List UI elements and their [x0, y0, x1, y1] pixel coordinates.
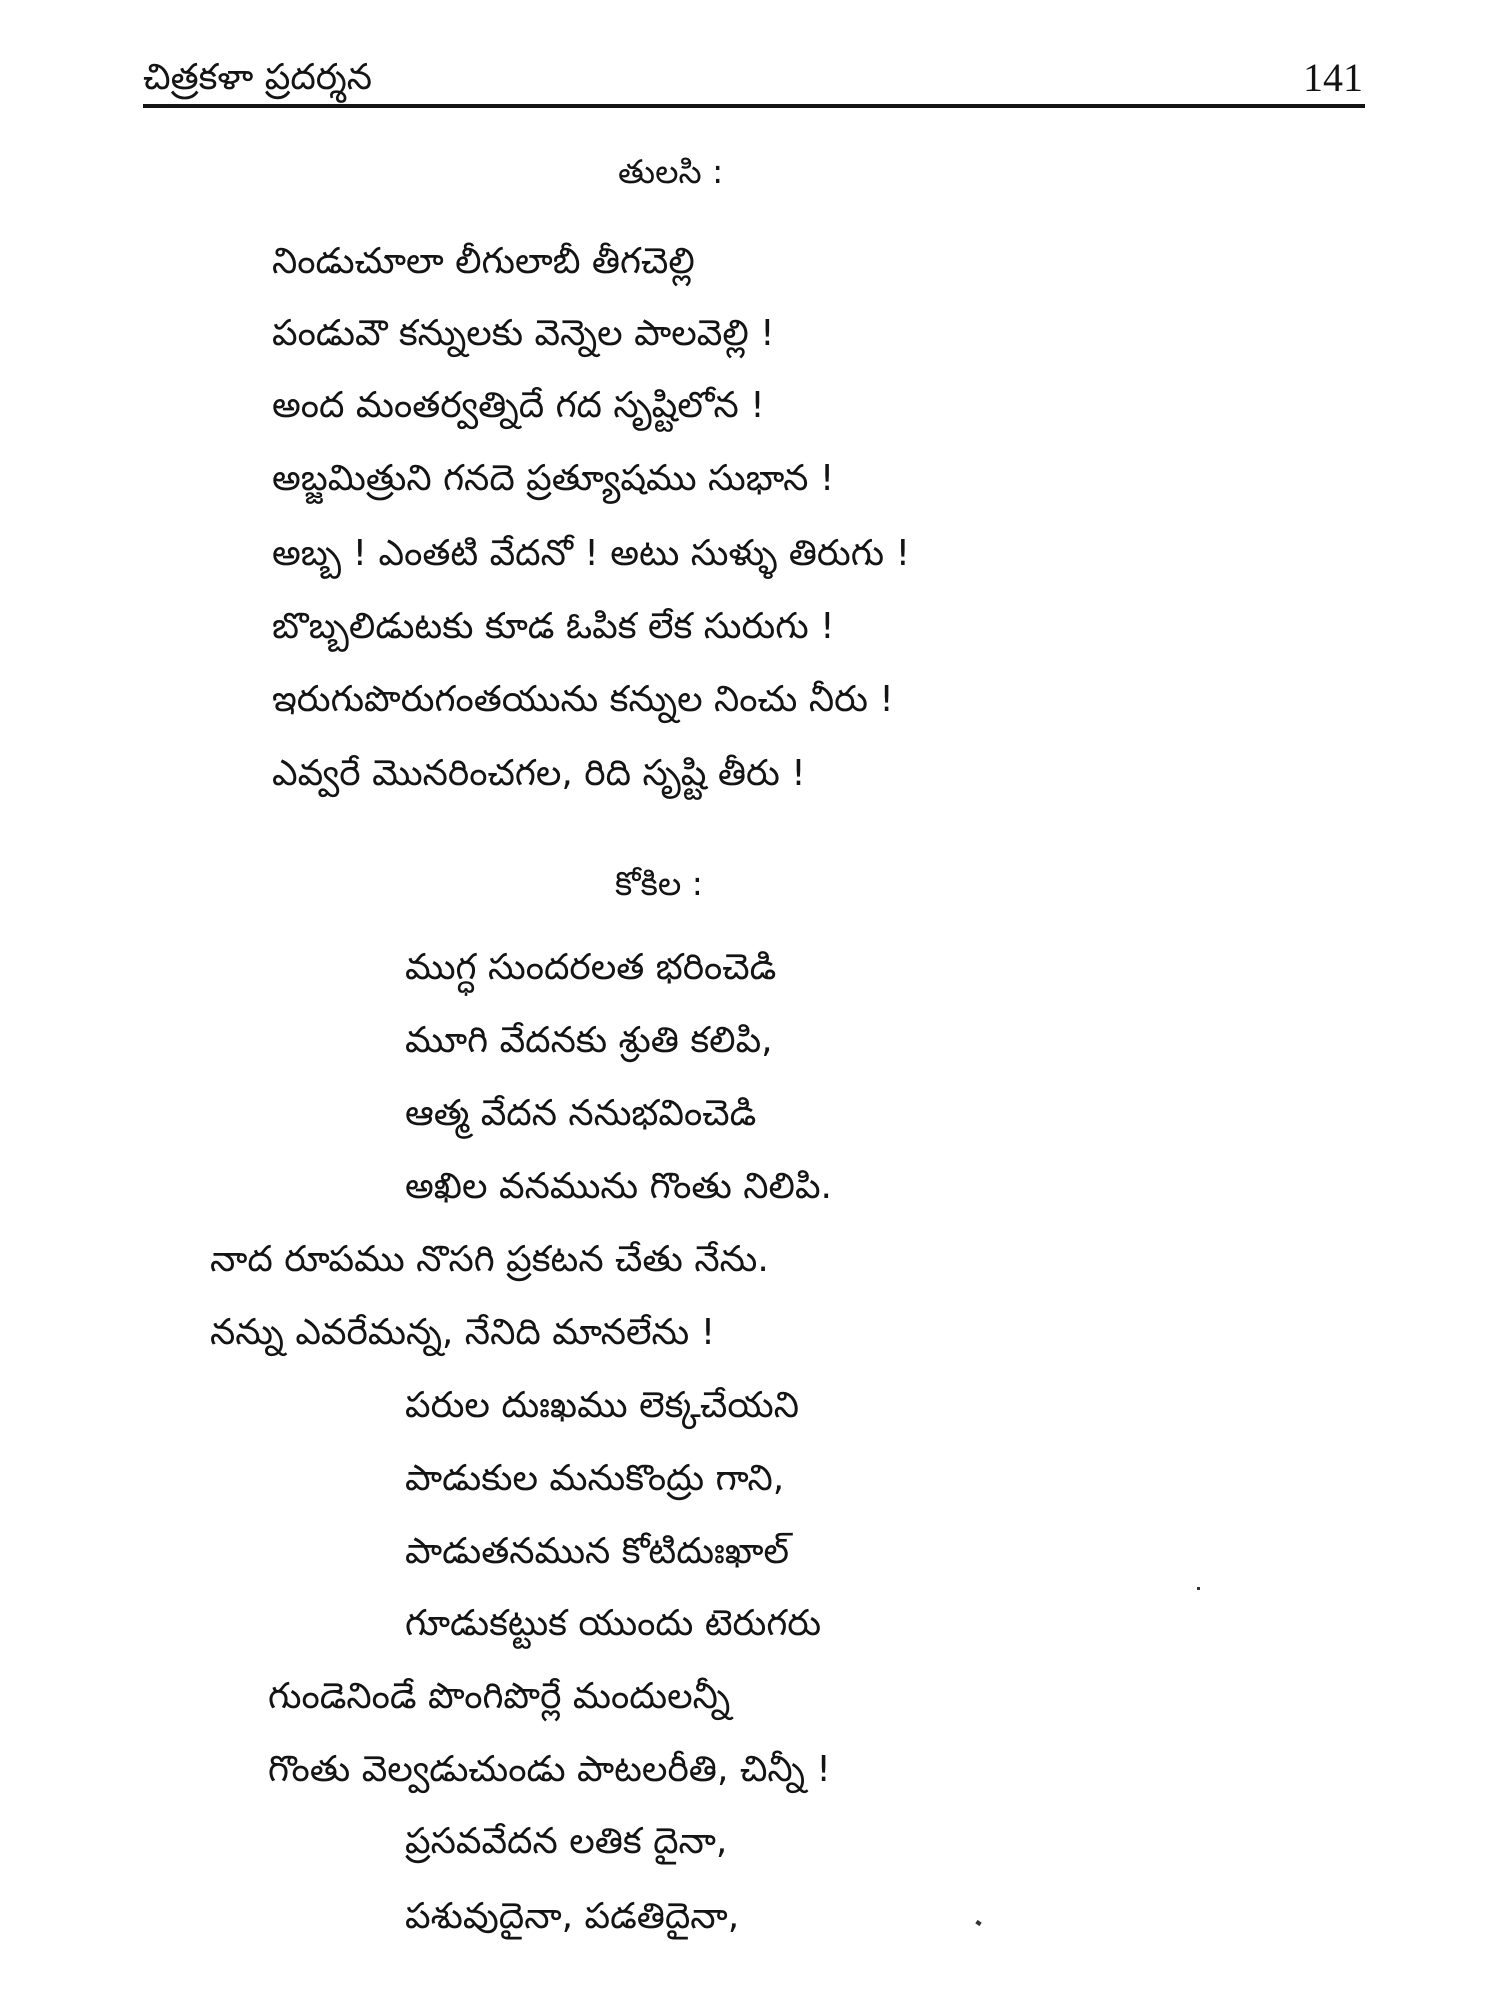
verse-line: ప్రసవవేదన లతిక దైనా, — [405, 1821, 728, 1862]
verse-line: బొబ్బలిడుటకు కూడ ఓపిక లేక సురుగు ! — [272, 606, 835, 647]
running-title: చిత్రకళా ప్రదర్శన — [143, 57, 372, 98]
verse-line: పరుల దుఃఖము లెక్కచేయని — [405, 1385, 799, 1426]
verse-line: పాడుకుల మనుకొంద్రు గాని, — [405, 1458, 785, 1499]
verse-line: గొంతు వెల్వడుచుండు పాటలరీతి, చిన్నీ ! — [268, 1749, 831, 1790]
verse-line: పాడుతనమున కోటిదుఃఖాల్ — [405, 1531, 790, 1572]
running-header — [143, 48, 1363, 108]
verse-line: గూడుకట్టుక యుందు టెరుగరు — [405, 1603, 822, 1644]
scan-speck — [1197, 1587, 1200, 1590]
verse-line: అంద మంతర్వత్నిదే గద సృష్టిలోన ! — [272, 385, 765, 426]
verse-line: ఎవ్వరే మొనరించగల, రిది సృష్టి తీరు ! — [272, 753, 806, 794]
verse-line: అబ్బ ! ఎంతటి వేదనో ! అటు సుళ్ళు తిరుగు ! — [272, 533, 911, 574]
speaker-kokila: కోకిల : — [615, 864, 703, 903]
verse-line: ముగ్ధ సుందరలత భరించెడి — [405, 947, 777, 988]
speaker-tulasi: తులసి : — [618, 152, 724, 191]
scan-speck — [975, 1920, 981, 1926]
verse-line: పశువుదైనా, పడతిదైనా, — [405, 1896, 740, 1937]
verse-line: గుండెనిండే పొంగిపొర్లే మందులన్నీ — [268, 1676, 731, 1717]
page-number: 141 — [1303, 55, 1363, 100]
verse-line: నన్ను ఎవరేమన్న, నేనిది మానలేను ! — [210, 1312, 716, 1353]
verse-line: నాద రూపము నొసగి ప్రకటన చేతు నేను. — [210, 1239, 769, 1280]
verse-line: అబ్జమిత్రుని గనదె ప్రత్యూషము సుభాన ! — [272, 458, 835, 499]
verse-line: ఇరుగుపొరుగంతయును కన్నుల నించు నీరు ! — [272, 679, 894, 720]
verse-line: అఖిల వనమును గొంతు నిలిపి. — [405, 1166, 832, 1207]
verse-line: నిండుచూలా లీగులాబీ తీగచెల్లి — [272, 241, 695, 282]
header-rule — [143, 104, 1365, 108]
verse-line: మూగి వేదనకు శ్రుతి కలిపి, — [405, 1020, 773, 1061]
verse-line: పండువౌ కన్నులకు వెన్నెల పాలవెల్లి ! — [272, 313, 775, 354]
verse-line: ఆత్మ వేదన ననుభవించెడి — [405, 1093, 757, 1134]
